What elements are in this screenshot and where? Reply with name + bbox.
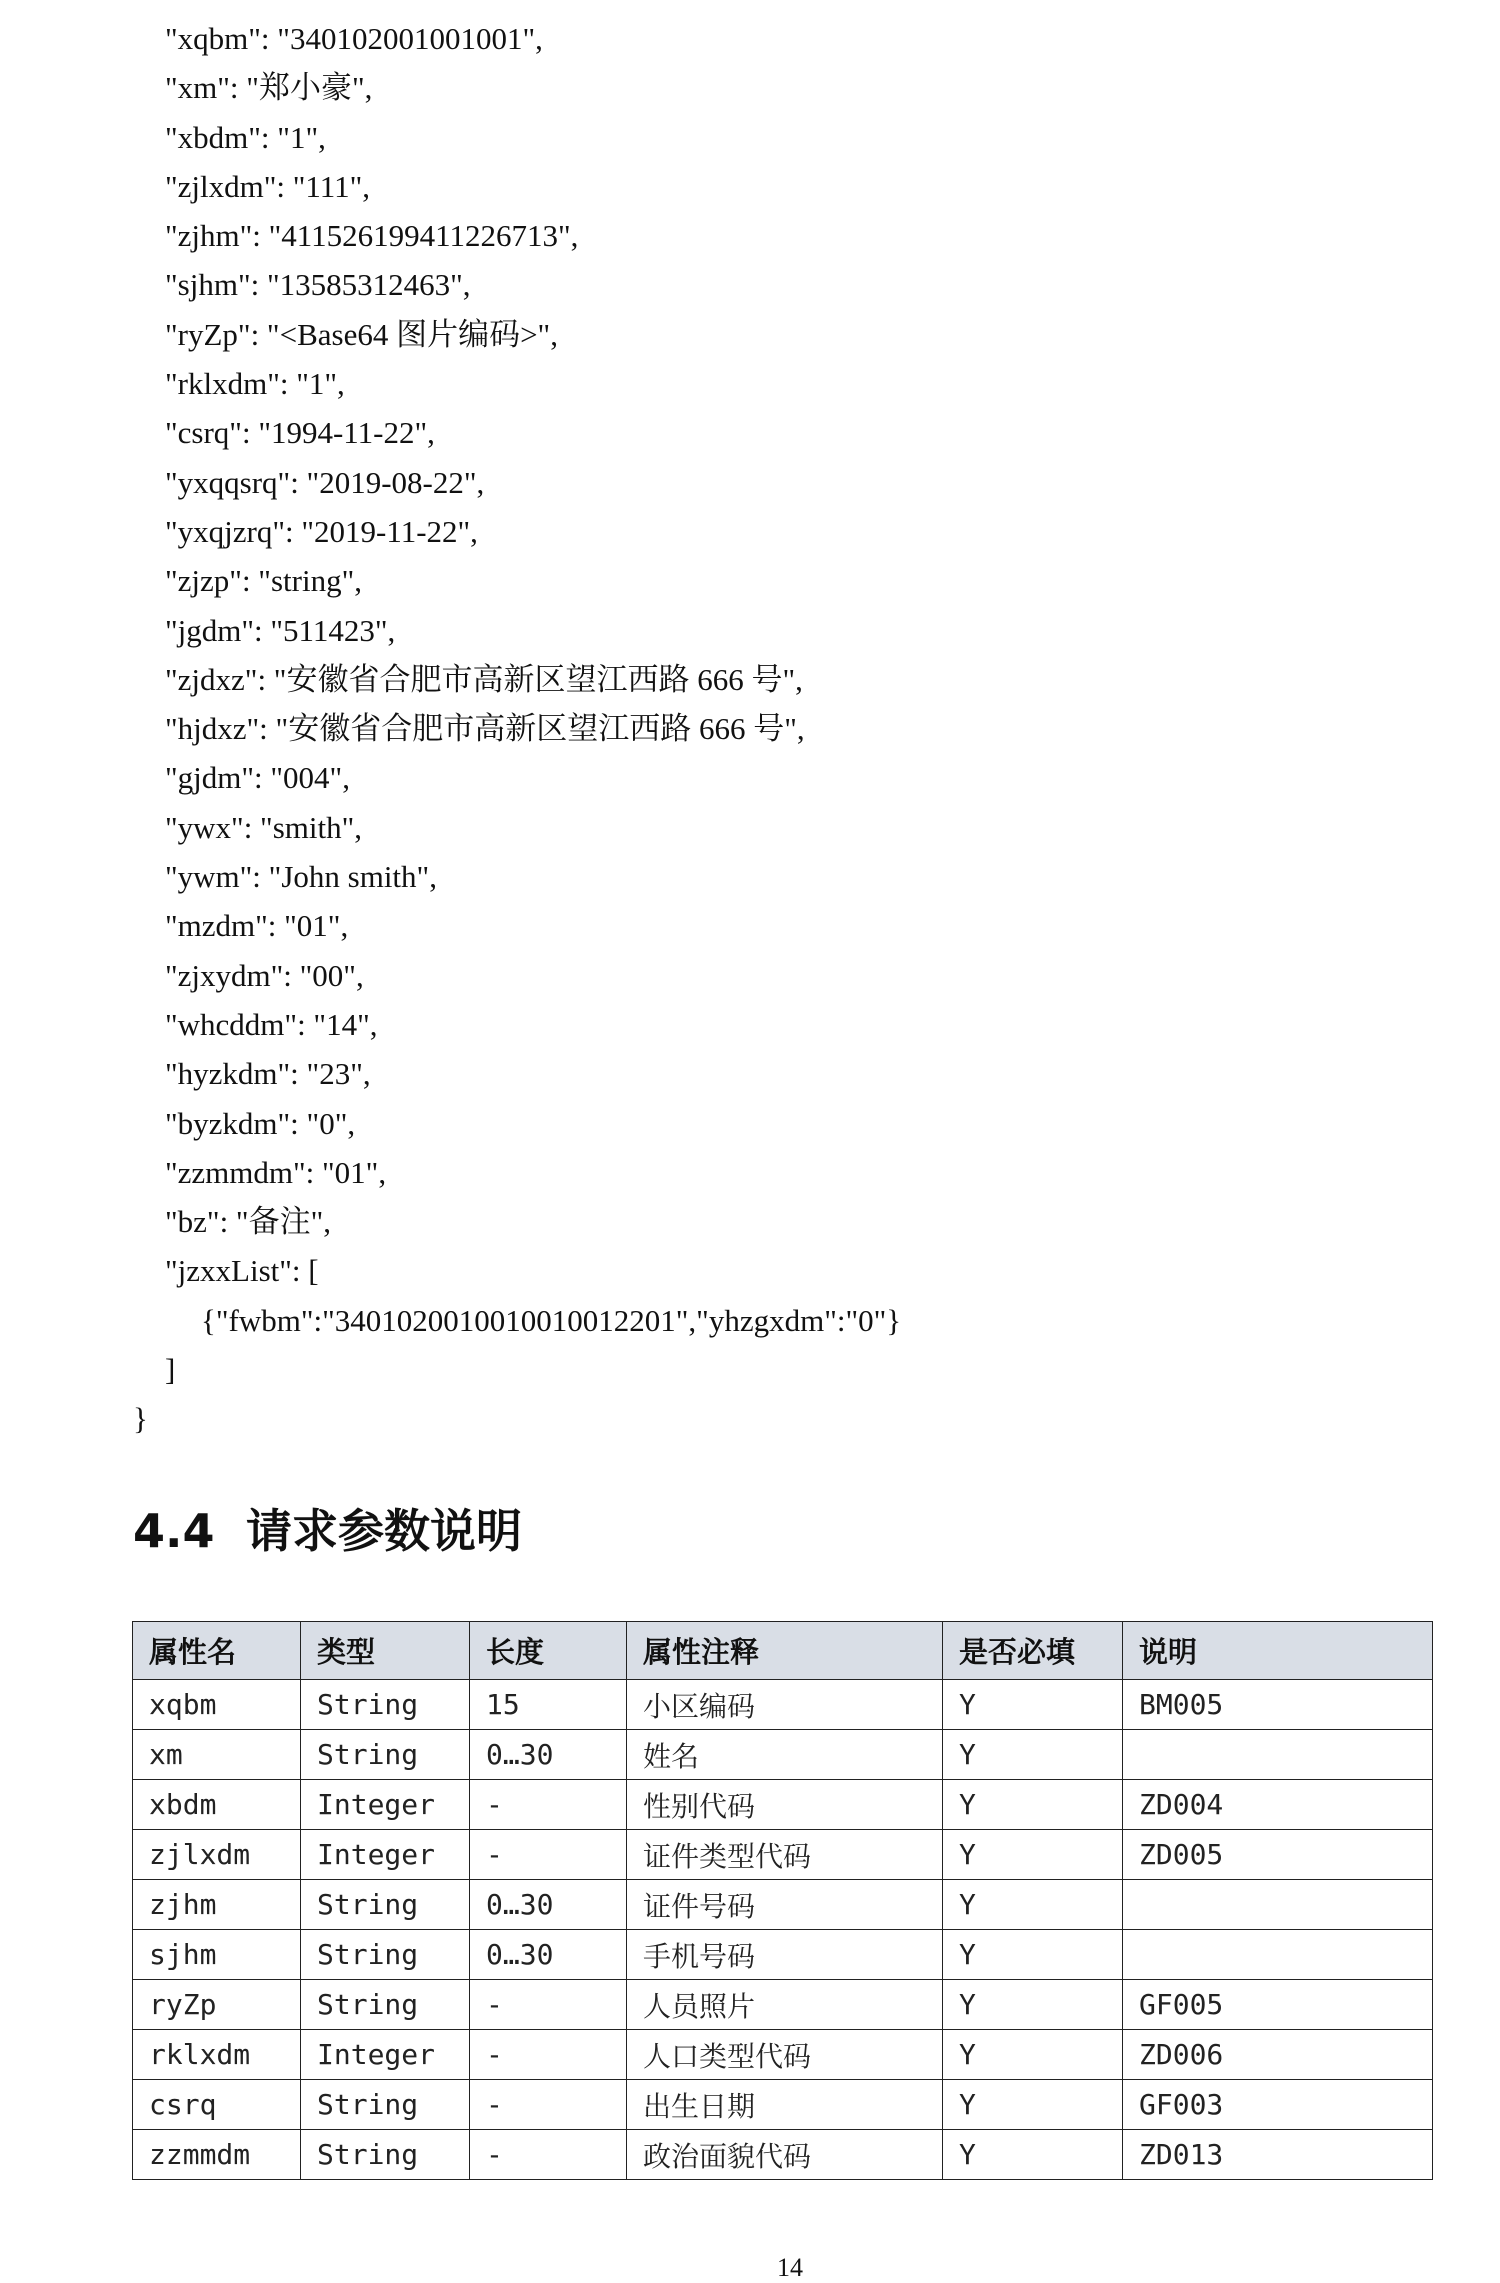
cell-attr-comment: 性别代码	[627, 1780, 943, 1830]
code-line: "hyzkdm": "23",	[165, 1056, 371, 1092]
code-line: "whcddm": "14",	[165, 1006, 378, 1042]
cell-attr-comment: 政治面貌代码	[627, 2130, 943, 2180]
cell-length: 0…30	[470, 1930, 627, 1980]
cell-attr-comment: 证件类型代码	[627, 1830, 943, 1880]
table-row	[133, 2130, 1433, 2180]
cell-description: BM005	[1123, 1680, 1433, 1730]
cell-attr-comment: 人口类型代码	[627, 2030, 943, 2080]
cell-length: -	[470, 1980, 627, 2030]
cell-description: GF003	[1123, 2080, 1433, 2130]
cell-length: 0…30	[470, 1880, 627, 1930]
cell-attr-name: csrq	[133, 2080, 301, 2130]
section-number: 4.4	[133, 1504, 215, 1558]
cell-description: GF005	[1123, 1980, 1433, 2030]
code-line: "yxqqsrq": "2019-08-22",	[165, 464, 485, 500]
cell-attr-comment: 证件号码	[627, 1880, 943, 1930]
header-required: 是否必填	[943, 1622, 1123, 1680]
json-code-block	[133, 14, 1313, 1444]
cell-length: 15	[470, 1680, 627, 1730]
table-row	[133, 1680, 1433, 1730]
cell-attr-name: zzmmdm	[133, 2130, 301, 2180]
cell-description: ZD004	[1123, 1780, 1433, 1830]
code-line: "zjhm": "411526199411226713",	[165, 218, 579, 254]
code-line: "ryZp": "<Base64 图片编码>",	[165, 316, 558, 352]
cell-type: String	[301, 2080, 470, 2130]
cell-type: String	[301, 1980, 470, 2030]
code-line: {"fwbm":"3401020010010010012201","yhzgxdm":"0"}	[201, 1302, 902, 1338]
cell-attr-name: xm	[133, 1730, 301, 1780]
cell-type: String	[301, 1680, 470, 1730]
cell-type: String	[301, 1730, 470, 1780]
code-line: "xqbm": "340102001001001",	[165, 21, 543, 56]
code-line: "byzkdm": "0",	[165, 1105, 356, 1141]
section-title: 请求参数说明	[246, 1504, 522, 1558]
cell-attr-name: zjlxdm	[133, 1830, 301, 1880]
cell-required: Y	[943, 1680, 1123, 1730]
code-line: "zjlxdm": "111",	[165, 168, 371, 204]
header-attr-comment: 属性注释	[627, 1622, 943, 1680]
code-line: "zzmmdm": "01",	[165, 1154, 387, 1190]
table-row	[133, 1780, 1433, 1830]
cell-attr-comment: 姓名	[627, 1730, 943, 1780]
cell-length: 0…30	[470, 1730, 627, 1780]
cell-length: -	[470, 2030, 627, 2080]
cell-description	[1123, 1730, 1433, 1780]
table-row	[133, 1930, 1433, 1980]
section-heading	[133, 1495, 522, 1561]
cell-required: Y	[943, 2030, 1123, 2080]
request-params-table	[132, 1621, 1433, 2180]
code-line: "zjzp": "string",	[165, 563, 362, 599]
page-number: 14	[777, 2253, 803, 2282]
code-line: "mzdm": "01",	[165, 908, 349, 944]
cell-description: ZD006	[1123, 2030, 1433, 2080]
cell-description	[1123, 1880, 1433, 1930]
header-type: 类型	[301, 1622, 470, 1680]
cell-required: Y	[943, 1980, 1123, 2030]
cell-attr-comment: 手机号码	[627, 1930, 943, 1980]
cell-required: Y	[943, 2130, 1123, 2180]
header-description: 说明	[1123, 1622, 1433, 1680]
cell-attr-name: xbdm	[133, 1780, 301, 1830]
cell-attr-comment: 出生日期	[627, 2080, 943, 2130]
cell-description: ZD005	[1123, 1830, 1433, 1880]
code-line: "rklxdm": "1",	[165, 366, 345, 402]
code-line: "jzxxList": [	[165, 1253, 319, 1289]
table-row	[133, 1730, 1433, 1780]
cell-type: Integer	[301, 1830, 470, 1880]
code-line: "xbdm": "1",	[165, 119, 326, 155]
code-line: "sjhm": "13585312463",	[165, 267, 471, 303]
code-line: ]	[165, 1352, 176, 1388]
cell-attr-comment: 人员照片	[627, 1980, 943, 2030]
code-line: }	[133, 1401, 148, 1437]
cell-type: String	[301, 2130, 470, 2180]
cell-attr-comment: 小区编码	[627, 1680, 943, 1730]
cell-required: Y	[943, 1880, 1123, 1930]
code-line: "ywm": "John smith",	[165, 859, 437, 895]
code-line: "ywx": "smith",	[165, 809, 363, 845]
cell-type: String	[301, 1930, 470, 1980]
cell-required: Y	[943, 1830, 1123, 1880]
table-row	[133, 2030, 1433, 2080]
cell-type: Integer	[301, 2030, 470, 2080]
code-line: "jgdm": "511423",	[165, 612, 396, 648]
code-line: "xm": "郑小豪",	[165, 70, 373, 106]
cell-length: -	[470, 2080, 627, 2130]
table-header-row	[133, 1622, 1433, 1680]
cell-length: -	[470, 1780, 627, 1830]
table-row	[133, 2080, 1433, 2130]
cell-length: -	[470, 1830, 627, 1880]
header-attr-name: 属性名	[133, 1622, 301, 1680]
cell-description	[1123, 1930, 1433, 1980]
code-line: "hjdxz": "安徽省合肥市高新区望江西路 666 号",	[165, 711, 805, 747]
code-line: "gjdm": "004",	[165, 760, 350, 796]
cell-attr-name: ryZp	[133, 1980, 301, 2030]
table-row	[133, 1880, 1433, 1930]
code-line: "zjxydm": "00",	[165, 957, 364, 993]
cell-attr-name: rklxdm	[133, 2030, 301, 2080]
code-line: "yxqjzrq": "2019-11-22",	[165, 513, 478, 549]
cell-required: Y	[943, 1930, 1123, 1980]
cell-attr-name: zjhm	[133, 1880, 301, 1930]
cell-type: String	[301, 1880, 470, 1930]
cell-required: Y	[943, 1780, 1123, 1830]
code-line: "bz": "备注",	[165, 1204, 331, 1240]
cell-attr-name: xqbm	[133, 1680, 301, 1730]
cell-description: ZD013	[1123, 2130, 1433, 2180]
cell-type: Integer	[301, 1780, 470, 1830]
table-row	[133, 1980, 1433, 2030]
table-row	[133, 1830, 1433, 1880]
code-line: "zjdxz": "安徽省合肥市高新区望江西路 666 号",	[165, 661, 803, 697]
cell-attr-name: sjhm	[133, 1930, 301, 1980]
code-line: "csrq": "1994-11-22",	[165, 415, 435, 451]
cell-length: -	[470, 2130, 627, 2180]
header-length: 长度	[470, 1622, 627, 1680]
cell-required: Y	[943, 1730, 1123, 1780]
cell-required: Y	[943, 2080, 1123, 2130]
